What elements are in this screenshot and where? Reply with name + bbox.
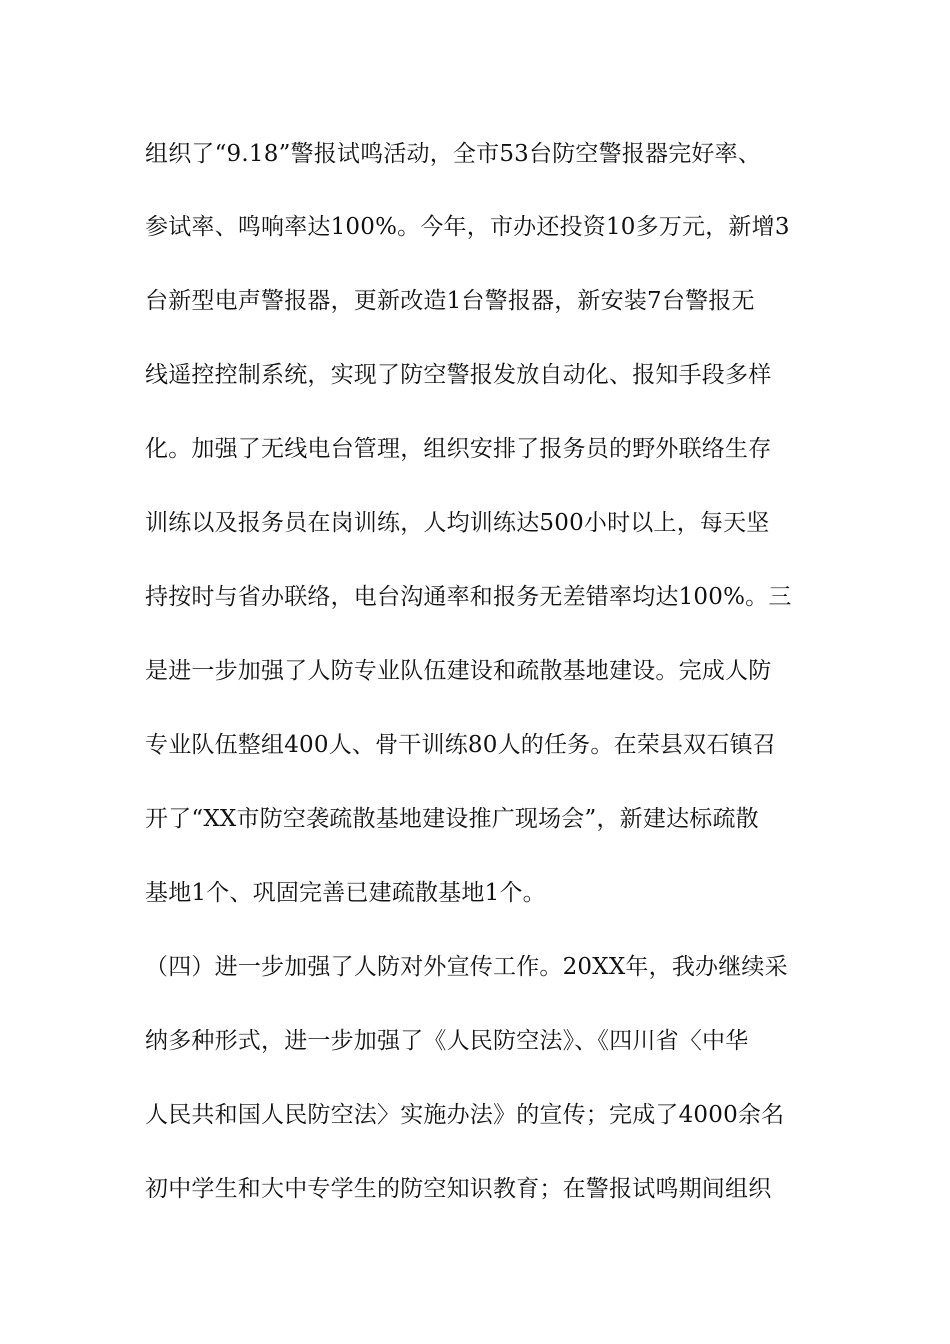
text-line: 台新型电声警报器，更新改造1台警报器，新安装7台警报无 [145, 288, 755, 314]
text-line: 是进一步加强了人防专业队伍建设和疏散基地建设。完成人防 [145, 658, 772, 684]
text-line: 纳多种形式，进一步加强了《人民防空法》、《四川省〈中华 [145, 1028, 749, 1054]
text-line: 组织了“9.18”警报试鸣活动，全市53台防空警报器完好率、 [145, 141, 761, 167]
text-line: 参试率、鸣响率达100%。今年，市办还投资10多万元，新增3 [145, 214, 790, 240]
text-line: 训练以及报务员在岗训练，人均训练达500小时以上，每天坚 [145, 510, 770, 536]
text-line: 人民共和国人民防空法〉实施办法》的宣传；完成了4000余名 [145, 1102, 785, 1128]
text-line: 专业队伍整组400人、骨干训练80人的任务。在荣县双石镇召 [145, 732, 776, 758]
text-line: 线遥控控制系统，实现了防空警报发放自动化、报知手段多样 [145, 362, 772, 388]
text-line: 持按时与省办联络，电台沟通率和报务无差错率均达100%。三 [145, 584, 792, 610]
text-line: 基地1个、巩固完善已建疏散基地1个。 [145, 880, 546, 906]
text-line: （四）进一步加强了人防对外宣传工作。20XX年，我办继续采 [145, 954, 788, 980]
text-line: 化。加强了无线电台管理，组织安排了报务员的野外联络生存 [145, 436, 772, 462]
text-line: 开了“XX市防空袭疏散基地建设推广现场会”，新建达标疏散 [145, 806, 759, 832]
text-line: 初中学生和大中专学生的防空知识教育；在警报试鸣期间组织 [145, 1176, 772, 1202]
